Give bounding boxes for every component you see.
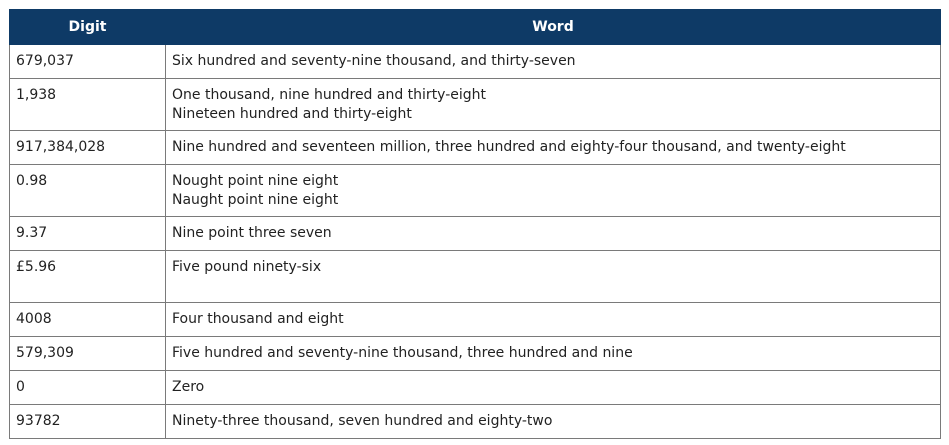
digit-cell: 0.98 <box>10 165 166 217</box>
table-row <box>10 371 941 405</box>
digit-cell: £5.96 <box>10 251 166 303</box>
word-line: Nine point three seven <box>172 225 332 241</box>
number-words-table <box>9 9 941 439</box>
word-cell <box>166 165 941 217</box>
header-digit: Digit <box>10 10 166 45</box>
digit-cell: 0 <box>10 371 166 405</box>
table-row <box>10 131 941 165</box>
digit-cell: 1,938 <box>10 79 166 131</box>
word-cell <box>166 303 941 337</box>
digit-cell: 9.37 <box>10 217 166 251</box>
word-cell <box>166 79 941 131</box>
table-row <box>10 165 941 217</box>
word-line: Nine hundred and seventeen million, three hundred and eighty-four thousand, and twenty-eight <box>172 139 846 155</box>
word-line: One thousand, nine hundred and thirty-eight <box>172 87 487 103</box>
word-cell <box>166 45 941 79</box>
word-cell <box>166 217 941 251</box>
word-cell <box>166 337 941 371</box>
digit-cell: 917,384,028 <box>10 131 166 165</box>
word-cell <box>166 405 941 439</box>
table-row <box>10 337 941 371</box>
word-cell <box>166 371 941 405</box>
table-row <box>10 217 941 251</box>
table-row <box>10 251 941 303</box>
table-row <box>10 79 941 131</box>
table-row <box>10 405 941 439</box>
word-cell <box>166 131 941 165</box>
digit-cell: 93782 <box>10 405 166 439</box>
word-line: Nought point nine eight <box>172 173 339 189</box>
word-line: Naught point nine eight <box>172 192 339 208</box>
header-word: Word <box>166 10 941 45</box>
table-header <box>10 10 941 45</box>
digit-cell: 4008 <box>10 303 166 337</box>
header-row <box>10 10 941 45</box>
word-line: Zero <box>172 379 205 395</box>
digit-cell: 579,309 <box>10 337 166 371</box>
word-line: Six hundred and seventy-nine thousand, and thirty-seven <box>172 53 576 69</box>
word-line: Five hundred and seventy-nine thousand, three hundred and nine <box>172 345 633 361</box>
word-line: Five pound ninety-six <box>172 259 322 275</box>
digit-cell: 679,037 <box>10 45 166 79</box>
word-line: Four thousand and eight <box>172 311 344 327</box>
word-cell <box>166 251 941 303</box>
word-line: Nineteen hundred and thirty-eight <box>172 106 412 122</box>
word-line: Ninety-three thousand, seven hundred and eighty-two <box>172 413 553 429</box>
table-row <box>10 303 941 337</box>
table-body <box>10 45 941 439</box>
table-row <box>10 45 941 79</box>
